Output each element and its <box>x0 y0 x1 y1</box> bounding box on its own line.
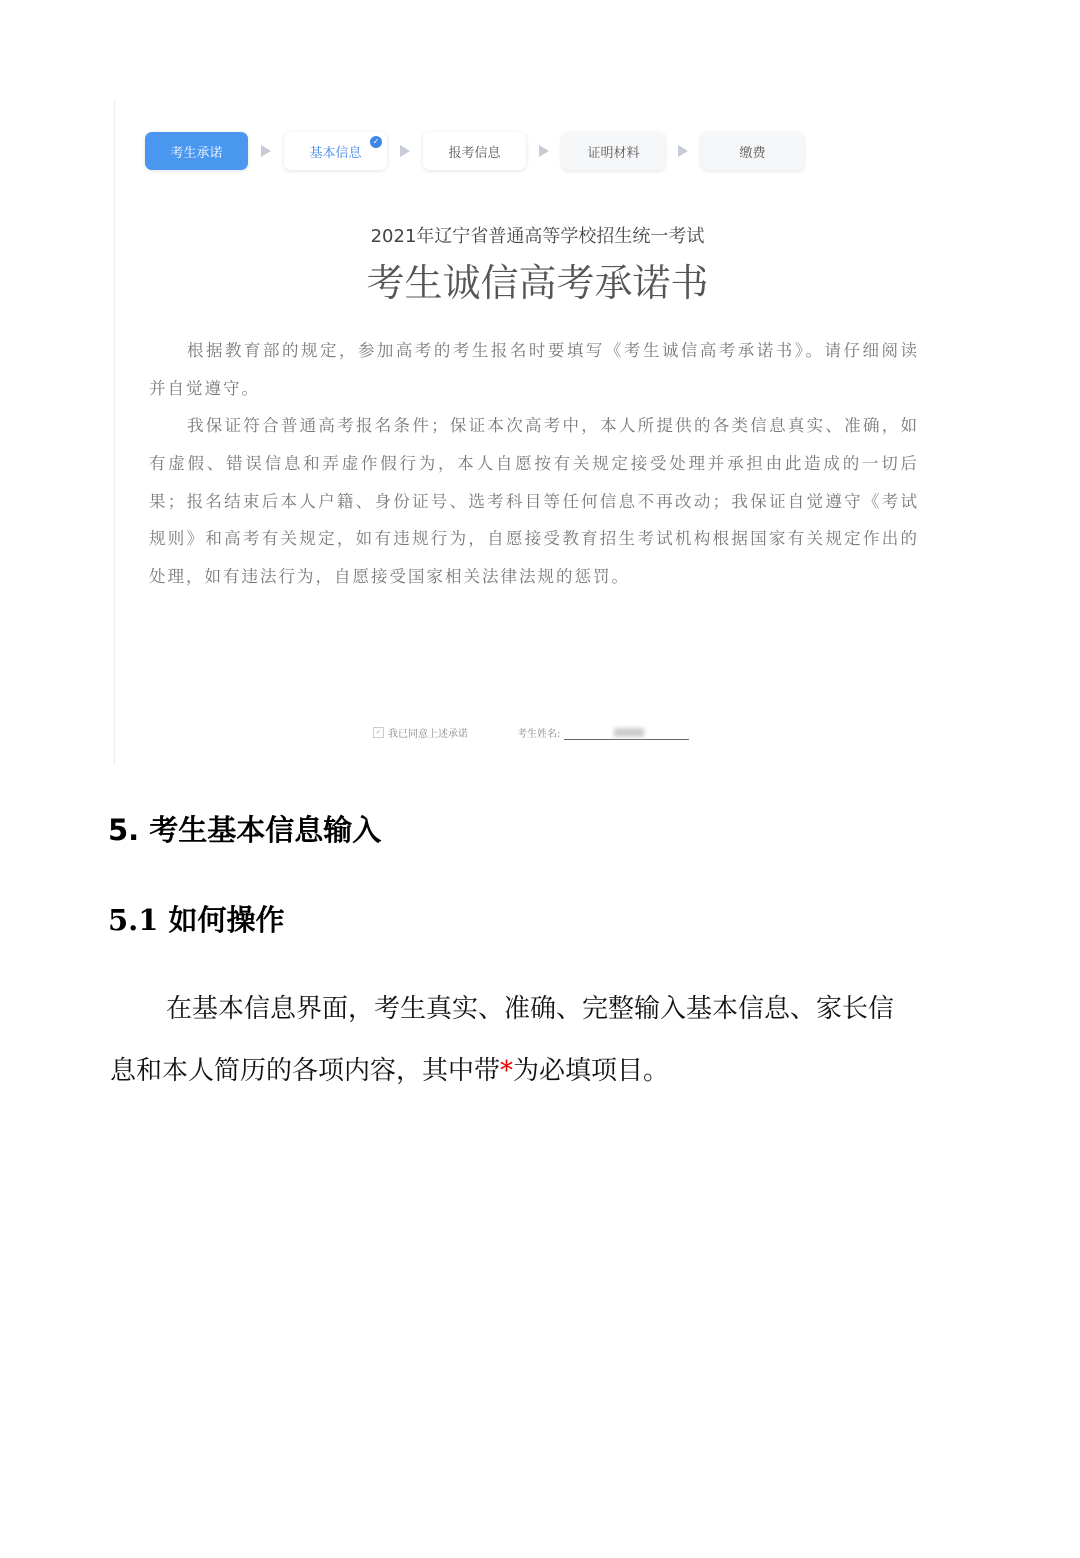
subsection-heading: 5.1 如何操作 <box>108 903 285 937</box>
text-line: 果；报名结束后本人户籍、身份证号、选考科目等任何信息不再改动；我保证自觉遵守《考试 <box>149 491 919 511</box>
text-line: 我保证符合普通高考报名条件；保证本次高考中，本人所提供的各类信息真实、准确，如 <box>187 416 919 436</box>
step-basic-info[interactable] <box>284 132 387 170</box>
body-line: 在基本信息界面，考生真实、准确、完整输入基本信息、家长信 <box>166 994 895 1024</box>
step-label: 考生承诺 <box>170 145 223 161</box>
commitment-text <box>149 332 919 596</box>
arrow-icon <box>539 145 549 157</box>
body-text-part: 息和本人简历的各项内容，其中带 <box>110 1056 501 1086</box>
text-line: 有虚假、错误信息和弄虚作假行为，本人自愿按有关规定接受处理并承担由此造成的一切后 <box>149 454 919 474</box>
name-label: 考生姓名: <box>517 729 561 740</box>
redacted-name <box>614 728 644 737</box>
step-payment[interactable] <box>701 132 804 170</box>
text-line: 规则》和高考有关规定，如有违规行为，自愿接受教育招生考试机构根据国家有关规定作出的 <box>149 529 919 549</box>
step-label: 缴费 <box>739 145 766 161</box>
body-line <box>110 1040 960 1102</box>
text-line: 处理，如有违法行为，自愿接受国家相关法律法规的惩罚。 <box>149 567 630 587</box>
body-text-part: 为必填项目。 <box>513 1056 670 1086</box>
page-title: 考生诚信高考承诺书 <box>366 261 709 305</box>
name-field[interactable] <box>517 725 689 740</box>
check-icon: ✓ <box>370 136 382 148</box>
name-input[interactable] <box>564 727 689 740</box>
agree-checkbox[interactable] <box>373 725 468 740</box>
text-line: 根据教育部的规定，参加高考的考生报名时要填写《考生诚信高考承诺书》。请仔细阅读 <box>187 341 919 360</box>
subtitle: 2021年辽宁省普通高等学校招生统一考试 <box>370 226 705 247</box>
step-label: 报考信息 <box>448 145 501 161</box>
arrow-icon <box>261 145 271 157</box>
body-text <box>110 978 960 1102</box>
required-star: * <box>500 1056 514 1086</box>
agree-label: 我已同意上述承诺 <box>388 729 468 740</box>
arrow-icon <box>678 145 688 157</box>
checkbox-icon: ✓ <box>373 727 384 738</box>
text-line: 并自觉遵守。 <box>149 378 260 398</box>
step-exam-info[interactable] <box>423 132 526 170</box>
arrow-icon <box>400 145 410 157</box>
step-bar <box>145 132 804 170</box>
step-promise[interactable] <box>145 132 248 170</box>
step-documents[interactable] <box>562 132 665 170</box>
step-label: 基本信息 <box>309 145 362 161</box>
screenshot-figure <box>114 100 945 765</box>
section-heading: 5. 考生基本信息输入 <box>108 813 382 847</box>
step-label: 证明材料 <box>587 145 640 161</box>
